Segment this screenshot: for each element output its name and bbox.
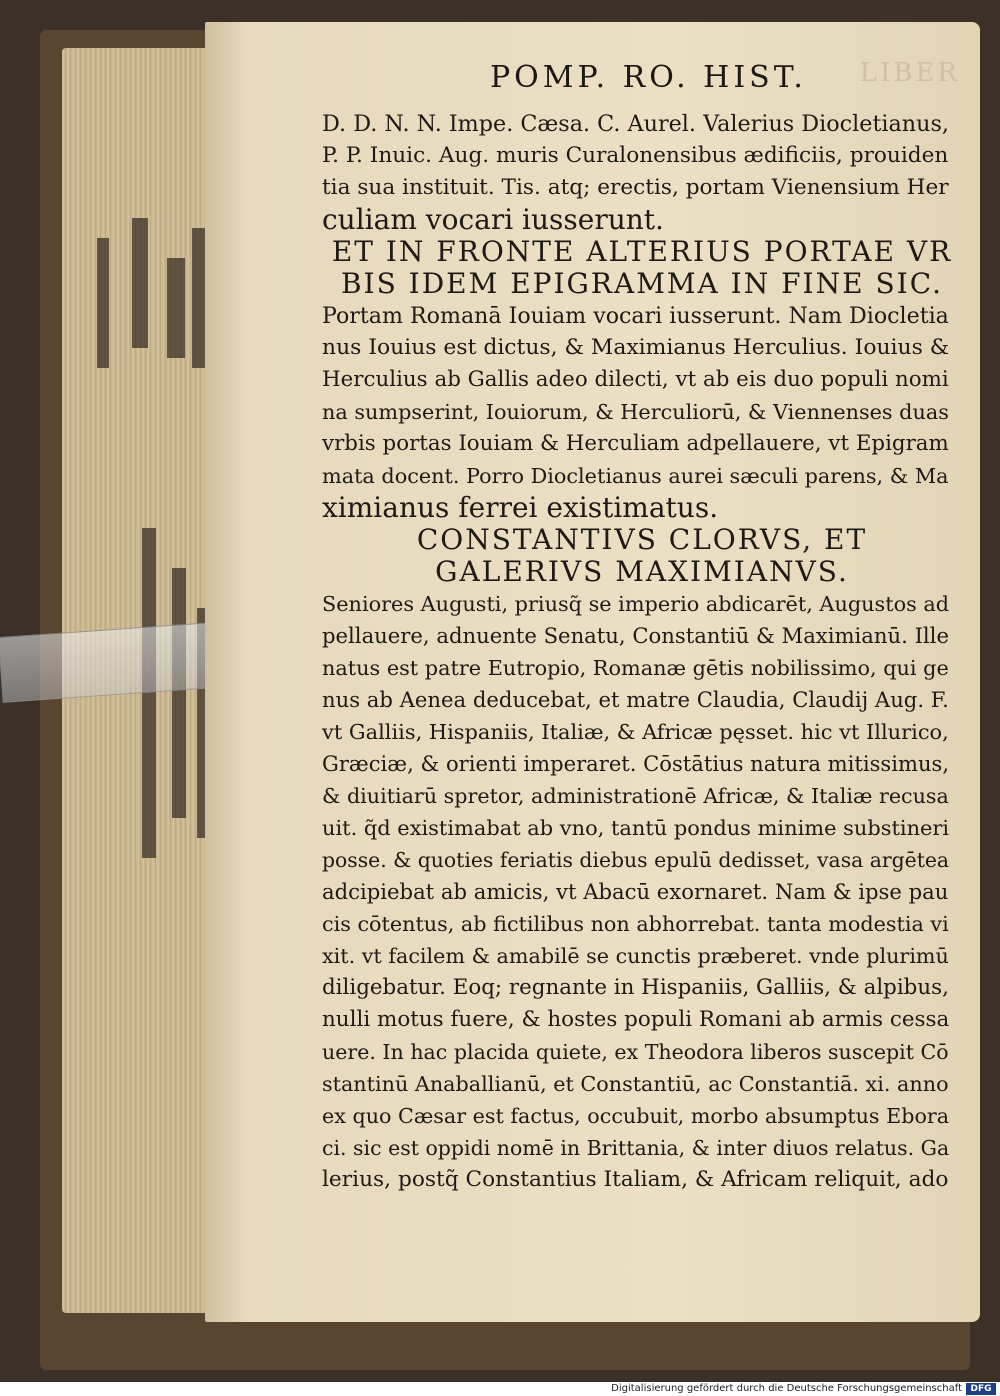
text-line: vrbis portas Iouiam & Herculiam adpellauere, vt Epigram [322,431,949,456]
text-line: na sumpserint, Iouiorum, & Herculiorū, & Viennenses duas [322,400,949,424]
text-line: Herculius ab Gallis adeo dilecti, vt ab eis duo populi nomi [322,367,949,392]
text-line: tia sua instituit. Tis. atq; erectis, portam Vienensium Her [322,175,949,200]
funding-credit: Digitalisierung gefördert durch die Deutsche Forschungsgemeinschaft [611,1383,962,1394]
edge-marking [132,218,148,348]
text-line: diligebatur. Eoq; regnante in Hispaniis, Galliis, & alpibus, [322,975,949,1000]
dfg-logo: DFG [966,1383,996,1395]
text-line: nus ab Aenea deducebat, et matre Claudia, Claudij Aug. F. [322,687,949,712]
edge-marking [172,568,186,818]
text-line: pellauere, adnuente Senatu, Constantiū & Maximianū. Ille [322,623,949,648]
text-line: nulli motus fuere, & hostes populi Romani ab armis cessa [322,1007,950,1032]
section-heading: ET IN FRONTE ALTERIUS PORTAE VR [331,235,953,268]
text-line: Portam Romanā Iouiam vocari iusserunt. Nam Diocletia [322,303,949,329]
section-heading: BIS IDEM EPIGRAMMA IN FINE SIC. [340,267,944,300]
edge-marking [167,258,185,358]
text-line: stantinū Anaballianū, et Constantiū, ac Constantiā. xi. anno [322,1072,949,1096]
text-line: ex quo Cæsar est factus, occubuit, morbo absumptus Ebora [322,1104,950,1128]
text-line: natus est patre Eutropio, Romanæ gētis nobilissimo, qui ge [322,656,949,680]
text-line: Græciæ, & orienti imperaret. Cōstātius natura mitissimus, [322,751,950,776]
text-line: P. P. Inuic. Aug. muris Curalonensibus ædificiis, prouiden [322,143,949,168]
text-line: D. D. N. N. Impe. Cæsa. C. Aurel. Valerius Diocletianus, [322,111,949,137]
text-line: culiam vocari iusserunt. [322,203,664,236]
text-line: uit. q̃d existimabat ab vno, tantū pondus minime substineri [322,816,950,840]
text-line: Seniores Augusti, priusq̃ se imperio abdicarēt, Augustos ad [322,592,950,616]
text-line: nus Iouius est dictus, & Maximianus Herculius. Iouius & [322,335,950,360]
text-line: ximianus ferrei existimatus. [322,491,719,524]
text-line: & diuitiarū spretor, administrationē Africæ, & Italiæ recusa [322,784,949,808]
text-line: adcipiebat ab amicis, vt Abacū exornaret. Nam & ipse pau [322,879,949,904]
running-head: POMP. RO. HIST. [490,60,807,95]
text-line: lerius, postq̃ Constantius Italiam, & Africam reliquit, ado [322,1167,949,1192]
text-line: ci. sic est oppidi nomē in Brittania, & inter diuos relatus. Ga [322,1136,950,1160]
edge-marking [142,528,156,858]
section-heading: CONSTANTIVS CLORVS, ET [416,523,868,556]
text-line: posse. & quoties feriatis diebus epulū dedisset, vasa argētea [322,848,950,872]
edge-marking [97,238,109,368]
page-text [322,108,962,1196]
bleed-through-text: LIBER [859,58,960,88]
text-line: uere. In hac placida quiete, ex Theodora liberos suscepit Cō [322,1040,949,1064]
text-line: mata docent. Porro Diocletianus aurei sæculi parens, & Ma [322,464,949,488]
text-line: cis cōtentus, ab fictilibus non abhorrebat. tanta modestia vi [322,912,949,936]
text-line: xit. vt facilem & amabilē se cunctis præberet. vnde plurimū [322,944,949,968]
text-line: vt Galliis, Hispaniis, Italiæ, & Africæ pęsset. hic vt Illurico, [322,720,949,744]
section-heading: GALERIVS MAXIMIANVS. [435,555,849,588]
